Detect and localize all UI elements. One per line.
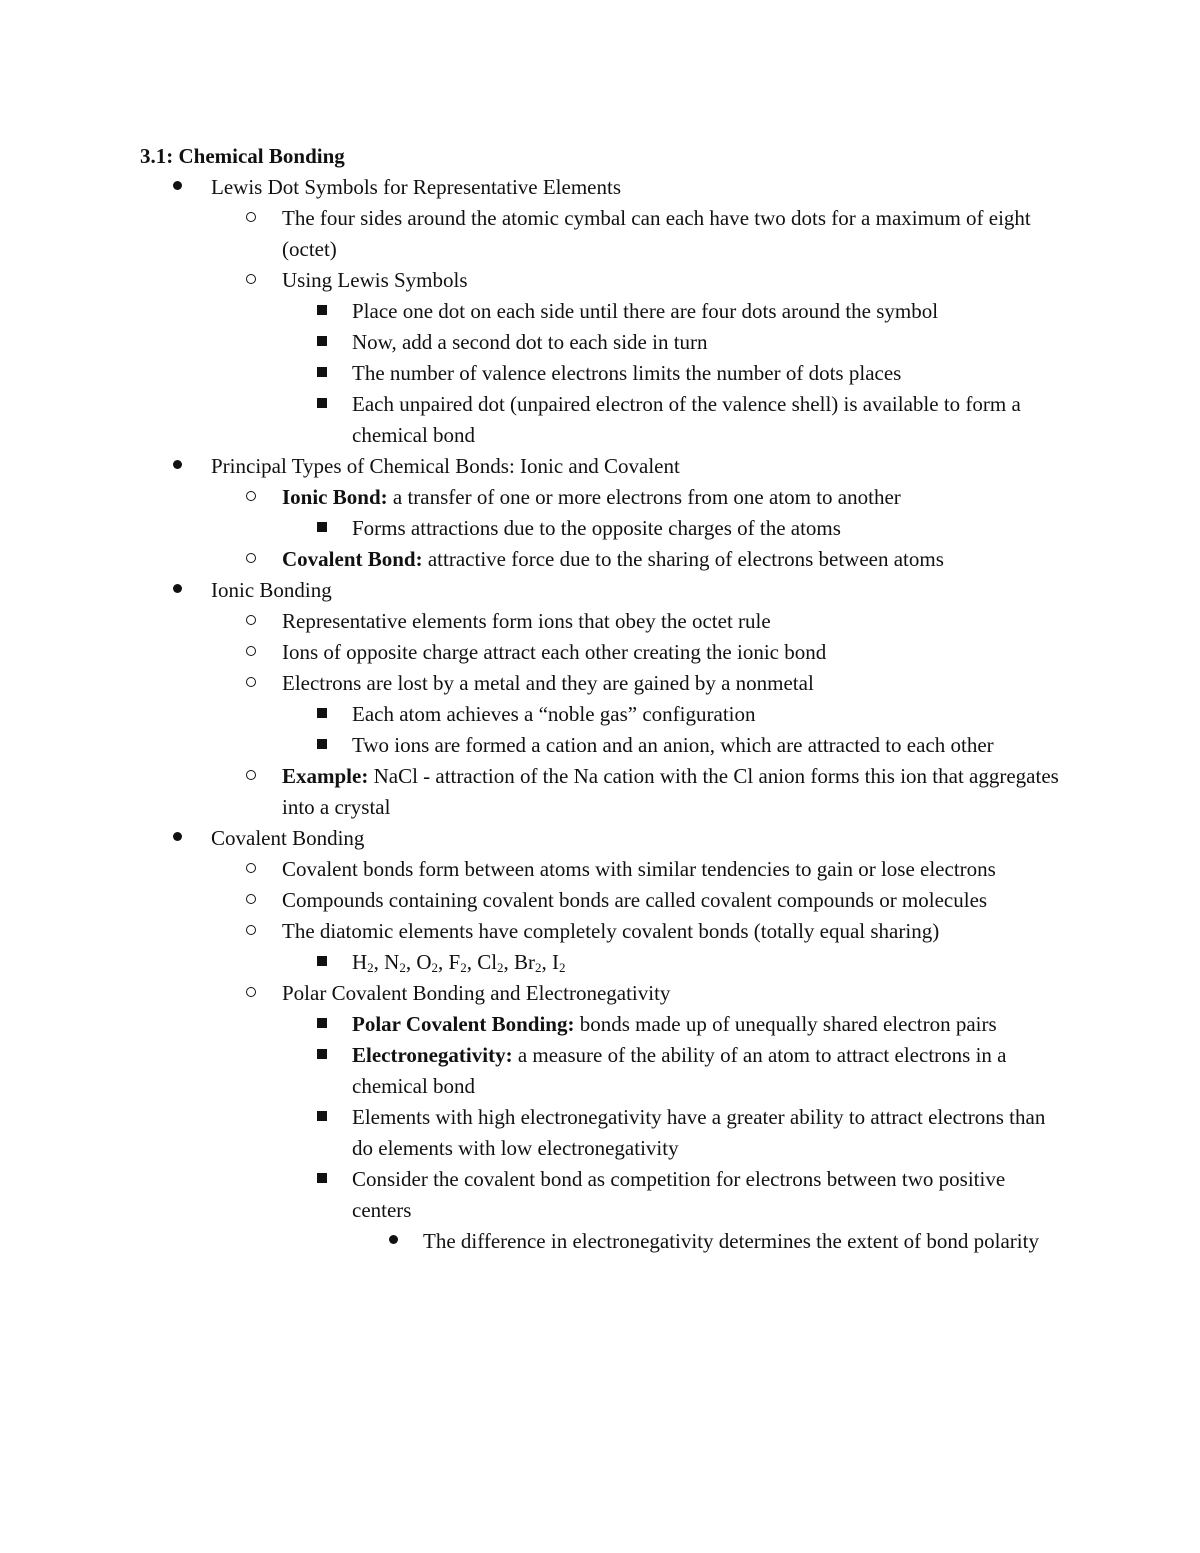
list-item: Compounds containing covalent bonds are called covalent compounds or molecules [140, 885, 1060, 916]
square-bullet-icon [317, 730, 327, 761]
list-item: Ionic Bonding [140, 575, 1060, 606]
square-bullet-icon [317, 389, 327, 420]
list-item: Lewis Dot Symbols for Representative Elements [140, 172, 1060, 203]
hollow-circle-bullet-icon [246, 482, 256, 513]
hollow-circle-bullet-icon [246, 637, 256, 668]
list-item: Covalent Bond: attractive force due to the sharing of electrons between atoms [140, 544, 1060, 575]
list-item: Electrons are lost by a metal and they are gained by a nonmetal [140, 668, 1060, 699]
list-item: Covalent Bonding [140, 823, 1060, 854]
term-label: Covalent Bond: [282, 547, 423, 571]
formula: $O_2$, [416, 950, 449, 975]
formula: $I_2$ [552, 950, 566, 975]
square-bullet-icon [317, 1164, 327, 1195]
list-item: Principal Types of Chemical Bonds: Ionic and Covalent [140, 451, 1060, 482]
page-title: 3.1: Chemical Bonding [140, 144, 345, 168]
filled-circle-bullet-icon [173, 451, 182, 482]
list-item: Covalent bonds form between atoms with similar tendencies to gain or lose electrons [140, 854, 1060, 885]
list-item [140, 947, 1060, 978]
list-item: Each atom achieves a “noble gas” configuration [140, 699, 1060, 730]
hollow-circle-bullet-icon [246, 606, 256, 637]
list-item: Electronegativity: a measure of the ability of an atom to attract electrons in a chemical bond [140, 1040, 1060, 1102]
square-bullet-icon [317, 296, 327, 327]
hollow-circle-bullet-icon [246, 978, 256, 1009]
list-item: Place one dot on each side until there are four dots around the symbol [140, 296, 1060, 327]
diatomic-formulas [352, 950, 566, 974]
formula: $H_2$, [352, 950, 385, 975]
square-bullet-icon [317, 327, 327, 358]
list-item: Ions of opposite charge attract each other creating the ionic bond [140, 637, 1060, 668]
list-item: Elements with high electronegativity have a greater ability to attract electrons than do elements with low electronegativity [140, 1102, 1060, 1164]
square-bullet-icon [317, 513, 327, 544]
hollow-circle-bullet-icon [246, 916, 256, 947]
list-item: Ionic Bond: a transfer of one or more electrons from one atom to another [140, 482, 1060, 513]
list-item: Example: NaCl - attraction of the Na cation with the Cl anion forms this ion that aggregates into a crystal [140, 761, 1060, 823]
filled-circle-bullet-icon [173, 823, 182, 854]
hollow-circle-bullet-icon [246, 668, 256, 699]
list-item: Representative elements form ions that obey the octet rule [140, 606, 1060, 637]
list-item: Consider the covalent bond as competition for electrons between two positive centers [140, 1164, 1060, 1226]
hollow-circle-bullet-icon [246, 761, 256, 792]
filled-circle-bullet-icon [173, 575, 182, 606]
square-bullet-icon [317, 1040, 327, 1071]
outline-list [140, 172, 1060, 1257]
list-item: The diatomic elements have completely covalent bonds (totally equal sharing) [140, 916, 1060, 947]
square-bullet-icon [317, 699, 327, 730]
term-label: Ionic Bond: [282, 485, 388, 509]
hollow-circle-bullet-icon [246, 203, 256, 234]
list-item: The number of valence electrons limits the number of dots places [140, 358, 1060, 389]
list-item: Two ions are formed a cation and an anion, which are attracted to each other [140, 730, 1060, 761]
term-label: Electronegativity: [352, 1043, 513, 1067]
list-item: Using Lewis Symbols [140, 265, 1060, 296]
document-page [140, 141, 1060, 1257]
list-item: Polar Covalent Bonding: bonds made up of unequally shared electron pairs [140, 1009, 1060, 1040]
formula: $Cl_2$, [477, 950, 515, 975]
term-label: Example: [282, 764, 369, 788]
square-bullet-icon [317, 1102, 327, 1133]
list-item: Each unpaired dot (unpaired electron of the valence shell) is available to form a chemical bond [140, 389, 1060, 451]
hollow-circle-bullet-icon [246, 854, 256, 885]
square-bullet-icon [317, 1009, 327, 1040]
list-item: The four sides around the atomic cymbal can each have two dots for a maximum of eight (octet) [140, 203, 1060, 265]
square-bullet-icon [317, 358, 327, 389]
list-item: The difference in electronegativity determines the extent of bond polarity [140, 1226, 1060, 1257]
formula: $F_2$, [448, 950, 478, 975]
square-bullet-icon [317, 947, 327, 978]
list-item: Now, add a second dot to each side in turn [140, 327, 1060, 358]
filled-circle-bullet-icon [389, 1226, 398, 1257]
hollow-circle-bullet-icon [246, 544, 256, 575]
hollow-circle-bullet-icon [246, 885, 256, 916]
formula: $N_2$, [384, 950, 417, 975]
hollow-circle-bullet-icon [246, 265, 256, 296]
list-item: Forms attractions due to the opposite charges of the atoms [140, 513, 1060, 544]
list-item: Polar Covalent Bonding and Electronegativity [140, 978, 1060, 1009]
filled-circle-bullet-icon [173, 172, 182, 203]
formula: $Br_2$, [514, 950, 553, 975]
term-label: Polar Covalent Bonding: [352, 1012, 575, 1036]
